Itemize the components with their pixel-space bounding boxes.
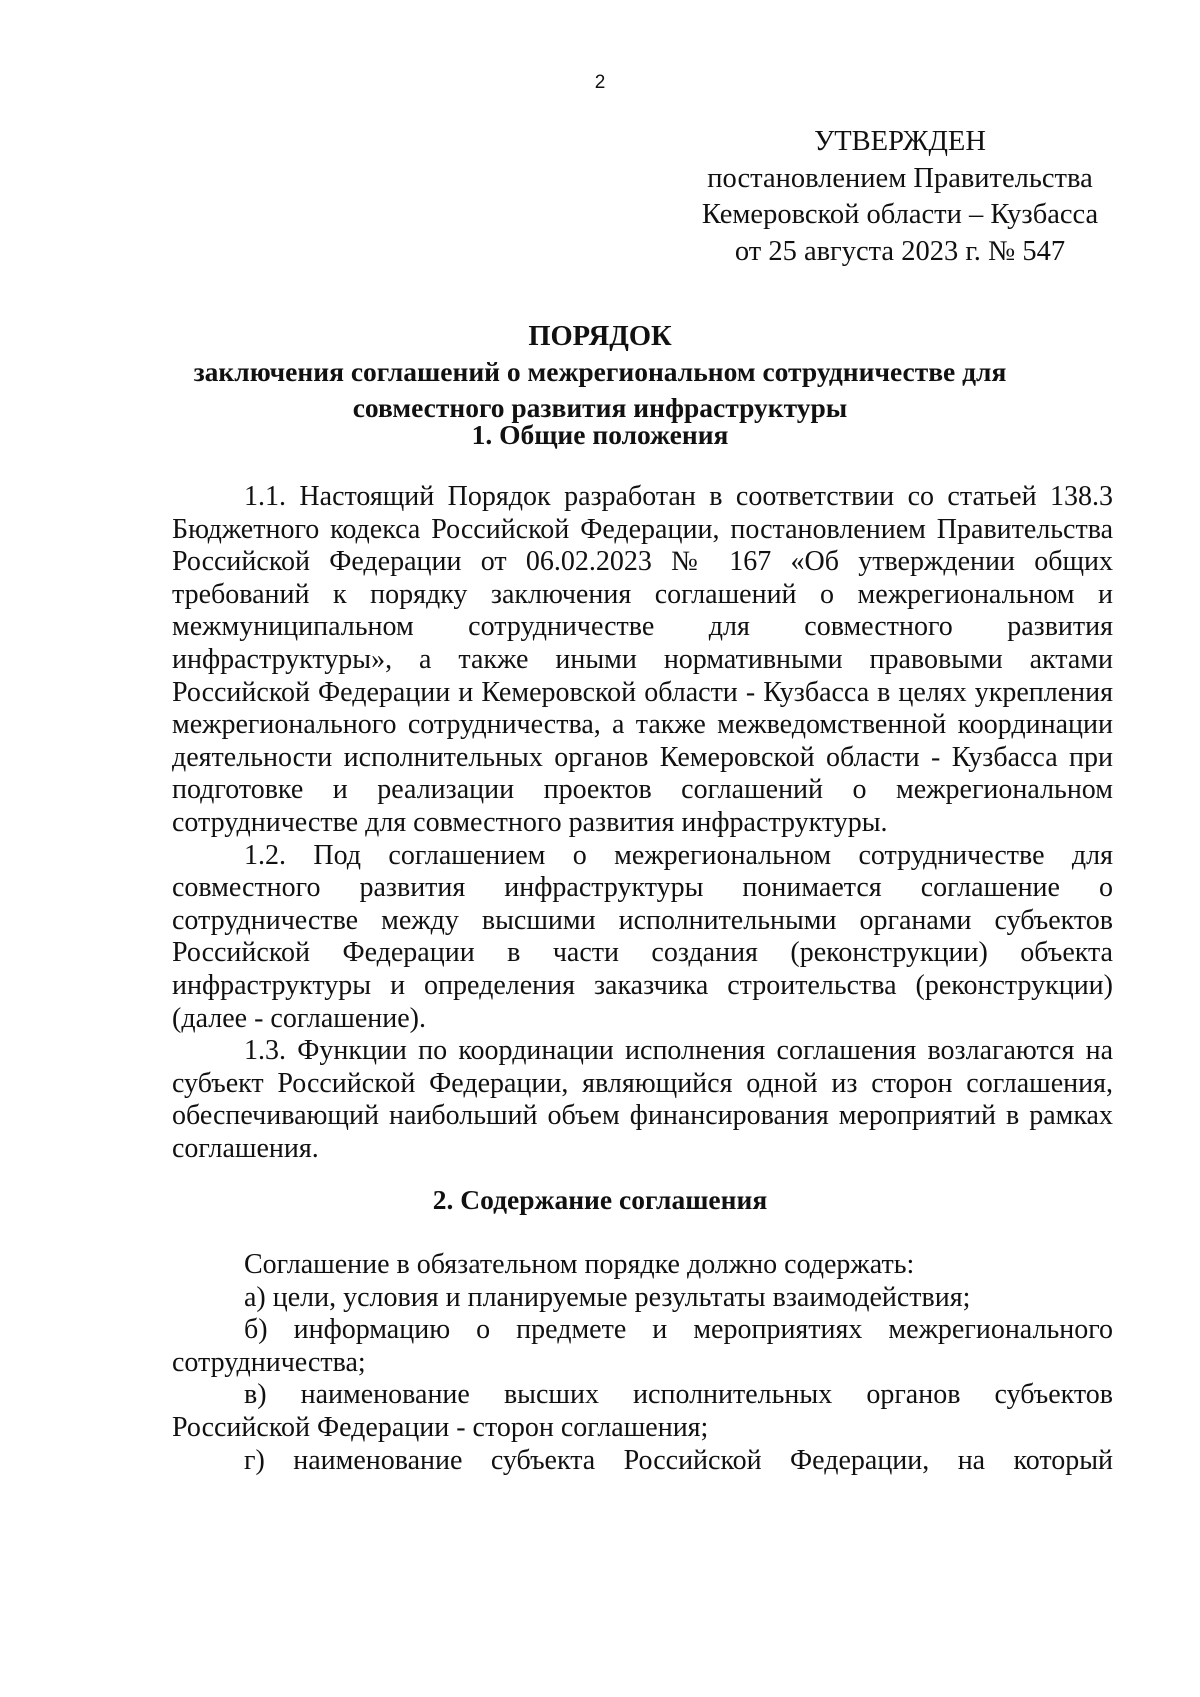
section-2-body	[172, 1249, 1113, 1477]
list-item-b: б) информацию о предмете и мероприятиях межрегионального сотрудничества;	[172, 1314, 1113, 1378]
document-title: ПОРЯДОК	[528, 321, 672, 352]
document-subtitle: заключения соглашений о межрегиональном сотрудничестве для совместного развития инфраструктуры	[193, 356, 1007, 423]
approval-region: Кемеровской области – Кузбасса	[701, 199, 1099, 230]
page-number: 2	[594, 72, 606, 93]
section-2-heading: 2. Содержание соглашения	[432, 1184, 768, 1215]
approval-decree: постановлением Правительства	[707, 162, 1093, 194]
approval-date: от 25 августа 2023 г. № 547	[734, 235, 1066, 267]
section-2-intro: Соглашение в обязательном порядке должно содержать:	[244, 1249, 915, 1280]
section-1-heading: 1. Общие положения	[471, 419, 729, 450]
section-1-body	[172, 481, 1113, 1165]
paragraph-1-2: 1.2. Под соглашением о межрегиональном сотрудничестве для совместного развития инфраструктуры понимается соглашение о сотрудничестве между высшими исполнительными органами субъектов Российской Федерации в части создания (реконструкции) объекта инфраструктуры и определения заказчика строительства (реконструкции) (далее - соглашение).	[172, 839, 1113, 1034]
paragraph-1-3: 1.3. Функции по координации исполнения соглашения возлагаются на субъект Российской Федерации, являющийся одной из сторон соглашения, обеспечивающий наибольший объем финансирования мероприятий в рамках соглашения.	[172, 1035, 1113, 1164]
approval-stamp	[700, 124, 1100, 270]
list-item-a: а) цели, условия и планируемые результаты взаимодействия;	[244, 1281, 971, 1313]
list-item-v: в) наименование высших исполнительных органов субъектов Российской Федерации - сторон соглашения;	[172, 1379, 1113, 1443]
paragraph-1-1: 1.1. Настоящий Порядок разработан в соответствии со статьей 138.3 Бюджетного кодекса Российской Федерации, постановлением Правительства Российской Федерации от 06.02.2023 № 167 «Об утверждении общих требований к порядку заключения соглашений о межрегиональном и межмуниципальном сотрудничестве для совместного развития инфраструктуры», а также иными нормативными правовыми актами Российской Федерации и Кемеровской области - Кузбасса в целях укрепления межрегионального сотрудничества, а также межведомственной координации деятельности исполнительных органов Кемеровской области - Кузбасса при подготовке и реализации проектов соглашений о межрегиональном сотрудничестве для совместного развития инфраструктуры.	[172, 481, 1113, 838]
list-item-g: г) наименование субъекта Российской Федерации, на который	[244, 1444, 1113, 1476]
approval-title: УТВЕРЖДЕН	[814, 126, 986, 157]
